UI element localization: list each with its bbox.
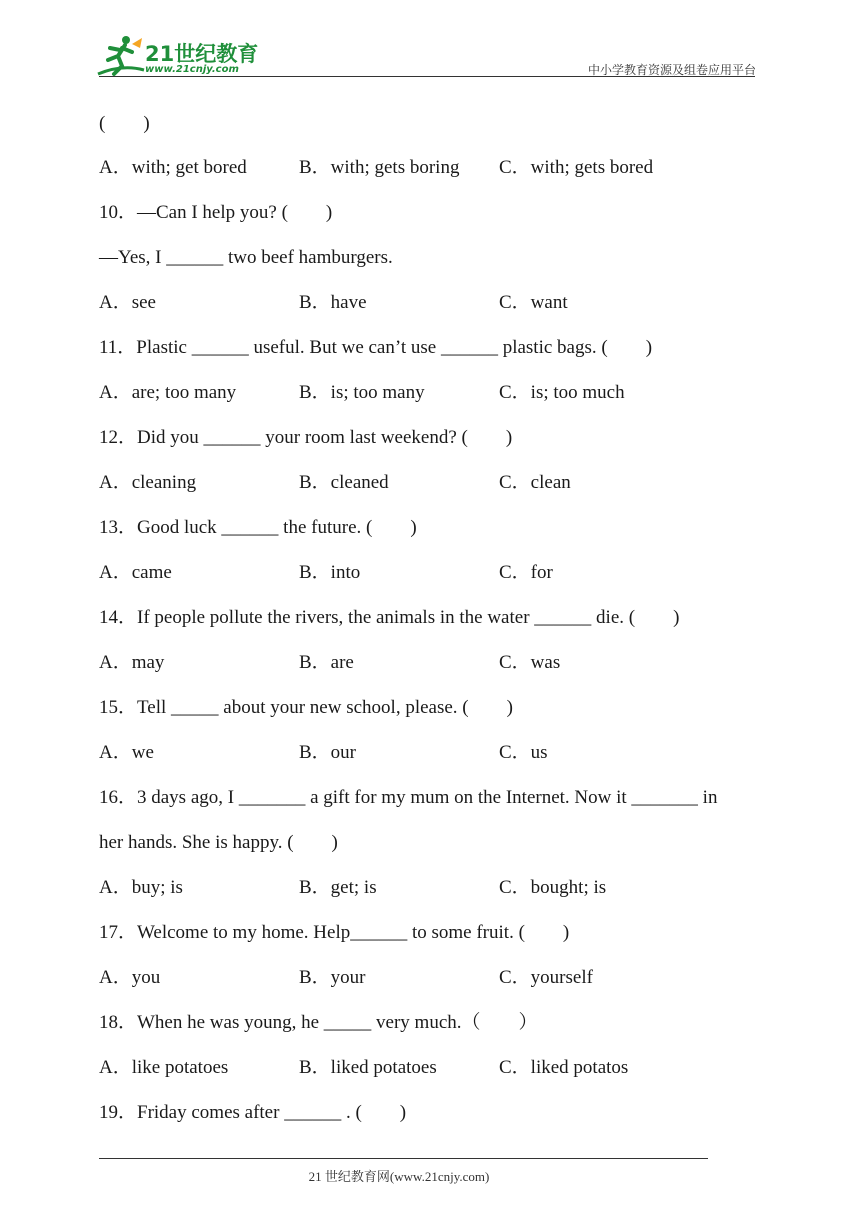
option-b: B．is; too many	[299, 382, 425, 403]
option-a: A．came	[99, 562, 172, 583]
option-c: C．us	[499, 742, 548, 763]
footer-divider	[99, 1158, 708, 1159]
option-a: A．like potatoes	[99, 1057, 229, 1078]
option-b: B．get; is	[299, 877, 377, 898]
option-a: A．cleaning	[99, 472, 197, 493]
footer-text: 21 世纪教育网(www.21cnjy.com)	[308, 1169, 490, 1184]
option-a: A．with; get bored	[99, 157, 247, 178]
question-16-stem-2: her hands. She is happy. ( )	[99, 832, 338, 853]
option-c: C．want	[499, 292, 568, 313]
logo-url: www.21cnjy.com	[145, 64, 239, 75]
option-a: A．are; too many	[99, 382, 237, 403]
option-b: B．have	[299, 292, 367, 313]
question-15-stem: 15．Tell _____ about your new school, please. ( )	[99, 697, 513, 718]
question-14-stem: 14．If people pollute the rivers, the animals in the water ______ die. ( )	[99, 607, 680, 628]
option-b: B．into	[299, 562, 361, 583]
option-a: A．may	[99, 652, 165, 673]
page-header	[0, 0, 860, 90]
logo-wordmark: 21世纪教育	[145, 42, 259, 66]
question-10-stem-2: —Yes, I ______ two beef hamburgers.	[99, 247, 393, 268]
header-tagline: 中小学教育资源及组卷应用平台	[587, 63, 756, 77]
question-18-stem: 18．When he was young, he _____ very much.（ ）	[99, 1012, 538, 1033]
question-17-stem: 17．Welcome to my home. Help______ to some fruit. ( )	[99, 922, 570, 943]
option-a: A．you	[99, 967, 161, 988]
option-c: C．is; too much	[499, 382, 625, 403]
option-b: B．liked potatoes	[299, 1057, 437, 1078]
option-c: C．yourself	[499, 967, 593, 988]
question-19-stem: 19．Friday comes after ______ . ( )	[99, 1102, 407, 1123]
option-b: B．are	[299, 652, 354, 673]
question-12-stem: 12．Did you ______ your room last weekend? ( )	[99, 427, 513, 448]
option-b: B．our	[299, 742, 357, 763]
option-b: B．cleaned	[299, 472, 389, 493]
option-c: C．was	[499, 652, 561, 673]
question-16-stem: 16．3 days ago, I _______ a gift for my mum on the Internet. Now it _______ in	[99, 787, 718, 808]
option-b: B．with; gets boring	[299, 157, 460, 178]
option-a: A．we	[99, 742, 154, 763]
option-a: A．buy; is	[99, 877, 183, 898]
question-10-stem: 10．—Can I help you? ( )	[99, 202, 333, 223]
answer-bracket: ( )	[99, 113, 150, 134]
header-divider	[99, 76, 755, 77]
option-c: C．bought; is	[499, 877, 607, 898]
question-11-stem: 11．Plastic ______ useful. But we can’t use ______ plastic bags. ( )	[99, 337, 653, 358]
page-footer	[0, 1166, 860, 1185]
option-c: C．for	[499, 562, 553, 583]
option-c: C．liked potatos	[499, 1057, 629, 1078]
option-c: C．clean	[499, 472, 571, 493]
question-13-stem: 13．Good luck ______ the future. ( )	[99, 517, 417, 538]
option-c: C．with; gets bored	[499, 157, 654, 178]
option-b: B．your	[299, 967, 366, 988]
option-a: A．see	[99, 292, 156, 313]
